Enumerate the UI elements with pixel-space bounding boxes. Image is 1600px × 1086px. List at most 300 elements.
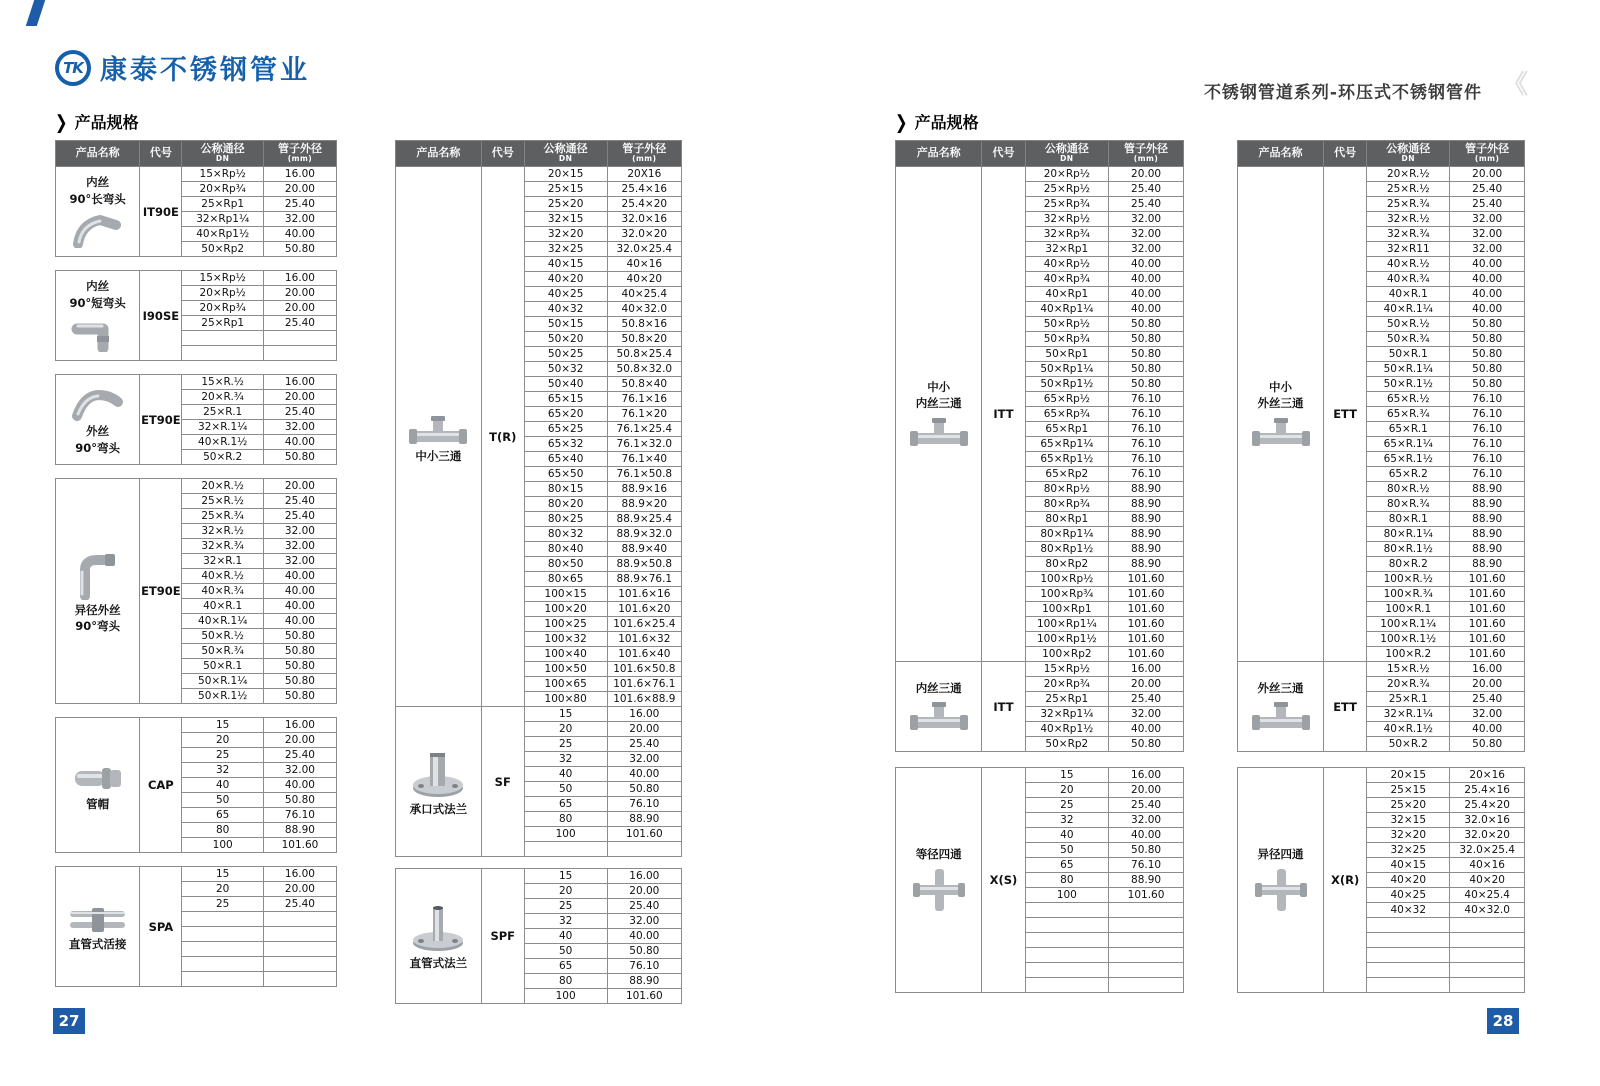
dn-cell: 20	[182, 733, 263, 748]
od-cell	[1109, 933, 1184, 948]
od-cell: 25.40	[263, 748, 336, 763]
od-cell: 32.00	[1109, 212, 1184, 227]
od-cell: 50.80	[263, 689, 336, 704]
product-code-cell: T(R)	[481, 167, 524, 707]
dn-cell: 40×Rp1¼	[1025, 302, 1109, 317]
od-cell: 50.80	[1109, 347, 1184, 362]
od-cell: 25.4×16	[1450, 783, 1525, 798]
dn-cell: 20×Rp¾	[1025, 677, 1109, 692]
elbow-ext-icon	[56, 387, 139, 421]
dn-cell: 80	[182, 823, 263, 838]
col-header-code: 代号	[982, 141, 1025, 167]
tee-icon	[896, 700, 981, 732]
dn-cell: 40×20	[1367, 873, 1450, 888]
dn-cell: 25	[1025, 798, 1109, 813]
dn-cell: 40×25	[524, 287, 607, 302]
dn-cell: 65×R.½	[1367, 392, 1450, 407]
dn-cell: 100	[182, 838, 263, 853]
od-cell: 76.1×25.4	[607, 422, 681, 437]
dn-cell: 80×Rp¾	[1025, 497, 1109, 512]
od-cell: 40.00	[1109, 272, 1184, 287]
dn-cell: 20	[524, 884, 607, 899]
dn-cell: 100	[1025, 888, 1109, 903]
od-cell: 20.00	[1450, 167, 1525, 182]
dn-cell: 100×80	[524, 692, 607, 707]
od-cell: 101.6×40	[607, 647, 681, 662]
od-cell: 88.90	[263, 823, 336, 838]
col-header-code: 代号	[481, 141, 524, 167]
product-code-cell: ETT	[1324, 662, 1367, 752]
od-cell: 50.80	[607, 782, 681, 797]
product-code-cell: ITT	[982, 662, 1025, 752]
dn-cell: 100×20	[524, 602, 607, 617]
od-cell: 16.00	[607, 869, 681, 884]
dn-cell: 25	[524, 737, 607, 752]
od-cell: 88.90	[1109, 542, 1184, 557]
flange-straight-icon	[396, 905, 481, 953]
dn-cell: 50×Rp1½	[1025, 377, 1109, 392]
od-cell: 101.60	[1450, 647, 1525, 662]
dn-cell: 50×R.1¼	[1367, 362, 1450, 377]
od-cell: 50.80	[1109, 377, 1184, 392]
dn-cell: 25×Rp1	[182, 197, 263, 212]
dn-cell: 80	[1025, 873, 1109, 888]
od-cell: 32.00	[1450, 212, 1525, 227]
dn-cell: 25×R.½	[1367, 182, 1450, 197]
dn-cell: 20×15	[524, 167, 607, 182]
spec-column-left-2	[395, 140, 682, 1004]
dn-cell: 25	[524, 899, 607, 914]
od-cell	[263, 331, 336, 346]
dn-cell: 50×R.1	[1367, 347, 1450, 362]
od-cell: 40.00	[263, 435, 336, 450]
product-name-cell	[896, 662, 982, 752]
od-cell	[1109, 948, 1184, 963]
od-cell: 20.00	[1109, 677, 1184, 692]
od-cell: 88.9×40	[607, 542, 681, 557]
od-cell: 50.8×16	[607, 317, 681, 332]
dn-cell: 15×R.½	[1367, 662, 1450, 677]
od-cell: 88.90	[1109, 497, 1184, 512]
cross-icon	[1238, 867, 1323, 913]
od-cell: 32.00	[607, 914, 681, 929]
od-cell: 88.90	[607, 974, 681, 989]
col-header-od: 管子外径 (mm)	[263, 141, 336, 167]
dn-cell: 32×R.½	[1367, 212, 1450, 227]
product-code-cell: ET90E	[140, 375, 182, 465]
dn-cell: 20×R.½	[182, 479, 263, 494]
od-cell: 50.8×32.0	[607, 362, 681, 377]
od-cell: 101.60	[1450, 602, 1525, 617]
od-cell: 50.80	[263, 242, 336, 257]
od-cell: 40×16	[1450, 858, 1525, 873]
od-cell: 20.00	[1450, 677, 1525, 692]
od-cell: 76.10	[1109, 422, 1184, 437]
table-header-row	[1238, 141, 1525, 167]
dn-cell: 100×Rp1½	[1025, 632, 1109, 647]
dn-cell: 15×R.½	[182, 375, 263, 390]
od-cell: 76.1×20	[607, 407, 681, 422]
tee-icon	[396, 414, 481, 446]
dn-cell: 40×32	[524, 302, 607, 317]
tee-icon	[896, 416, 981, 448]
od-cell: 50.8×20	[607, 332, 681, 347]
od-cell: 32.0×20	[607, 227, 681, 242]
dn-cell: 80×R.½	[1367, 482, 1450, 497]
corner-decoration	[26, 0, 45, 26]
od-cell: 50.80	[1450, 332, 1525, 347]
dn-cell: 40×R.¾	[182, 584, 263, 599]
od-cell: 16.00	[607, 707, 681, 722]
dn-cell: 15	[182, 718, 263, 733]
od-cell: 16.00	[263, 867, 336, 882]
od-cell: 32.00	[1109, 707, 1184, 722]
spec-table	[55, 866, 337, 987]
dn-cell: 15	[524, 707, 607, 722]
dn-cell: 65×40	[524, 452, 607, 467]
od-cell: 50.80	[263, 644, 336, 659]
product-name-cell	[396, 167, 482, 707]
od-cell: 76.1×50.8	[607, 467, 681, 482]
od-cell: 101.6×32	[607, 632, 681, 647]
dn-cell: 40×Rp1	[1025, 287, 1109, 302]
dn-cell: 40×15	[1367, 858, 1450, 873]
dn-cell: 32	[524, 914, 607, 929]
od-cell: 25.40	[607, 737, 681, 752]
dn-cell: 32×25	[1367, 843, 1450, 858]
od-cell	[1450, 978, 1525, 993]
dn-cell: 65×25	[524, 422, 607, 437]
od-cell: 32.0×16	[1450, 813, 1525, 828]
dn-cell: 50×Rp2	[182, 242, 263, 257]
product-name-line: 等径四通	[915, 847, 962, 861]
dn-cell: 50×Rp½	[1025, 317, 1109, 332]
dn-cell	[1025, 978, 1109, 993]
od-cell: 40.00	[1450, 272, 1525, 287]
product-code-cell: X(R)	[1324, 768, 1367, 993]
od-cell: 76.10	[1450, 407, 1525, 422]
table-row	[56, 271, 337, 286]
od-cell: 88.90	[1109, 512, 1184, 527]
od-cell: 40.00	[263, 614, 336, 629]
dn-cell: 80×32	[524, 527, 607, 542]
od-cell: 88.9×20	[607, 497, 681, 512]
dn-cell: 32×R.1¼	[182, 420, 263, 435]
od-cell	[1109, 903, 1184, 918]
dn-cell: 100×R.½	[1367, 572, 1450, 587]
od-cell	[1450, 918, 1525, 933]
dn-cell: 40×R.1½	[1367, 722, 1450, 737]
od-cell: 50.80	[1109, 362, 1184, 377]
dn-cell: 50×R.½	[182, 629, 263, 644]
table-header-row	[56, 141, 337, 167]
spec-table	[55, 140, 337, 257]
col-header-name: 产品名称	[396, 141, 482, 167]
product-name-line: 外丝三通	[1257, 396, 1304, 411]
dn-cell: 32×R.½	[182, 524, 263, 539]
dn-cell: 40×R.1	[182, 599, 263, 614]
od-cell: 101.6×50.8	[607, 662, 681, 677]
product-code-cell: ET90E	[140, 479, 182, 704]
spec-table	[1237, 140, 1525, 752]
product-name-cell	[56, 479, 140, 704]
dn-cell	[182, 957, 263, 972]
od-cell: 101.6×20	[607, 602, 681, 617]
od-cell: 88.90	[607, 812, 681, 827]
product-name-line: 异径四通	[1257, 847, 1304, 861]
spec-table	[1237, 767, 1525, 993]
product-name-cell	[396, 707, 482, 857]
dn-cell	[1367, 948, 1450, 963]
od-cell: 101.60	[1109, 617, 1184, 632]
dn-cell: 50×Rp1¼	[1025, 362, 1109, 377]
dn-cell: 25×Rp1	[182, 316, 263, 331]
od-cell: 25.4×20	[607, 197, 681, 212]
spec-table	[395, 868, 682, 1004]
dn-cell: 15×Rp½	[182, 271, 263, 286]
dn-cell: 50×R.2	[1367, 737, 1450, 752]
product-name-line: 异径外丝	[74, 602, 121, 617]
col-header-dn: 公称通径 DN	[1025, 141, 1109, 167]
od-cell: 20.00	[263, 301, 336, 316]
od-cell: 25.40	[263, 316, 336, 331]
product-name-line: 内丝	[86, 175, 110, 190]
od-cell: 40.00	[1450, 722, 1525, 737]
product-name-line: 管帽	[86, 797, 110, 811]
od-cell: 16.00	[263, 271, 336, 286]
dn-cell: 32	[1025, 813, 1109, 828]
dn-cell: 40×R.1¼	[182, 614, 263, 629]
dn-cell: 65×50	[524, 467, 607, 482]
product-name-line: 承口式法兰	[409, 801, 468, 816]
od-cell: 101.60	[263, 838, 336, 853]
spec-column-right-2	[1237, 140, 1525, 993]
dn-cell: 65×Rp¾	[1025, 407, 1109, 422]
od-cell	[607, 842, 681, 857]
dn-cell: 100×R.1½	[1367, 632, 1450, 647]
product-code-cell: I90SE	[140, 271, 182, 361]
tee-icon	[1238, 416, 1323, 448]
od-cell	[1109, 918, 1184, 933]
dn-cell: 50	[1025, 843, 1109, 858]
od-cell: 40.00	[1109, 302, 1184, 317]
dn-cell: 25×R.¾	[1367, 197, 1450, 212]
col-header-dn: 公称通径 DN	[182, 141, 263, 167]
section-title-right	[895, 110, 979, 133]
dn-cell: 20×Rp½	[182, 286, 263, 301]
dn-cell	[1367, 933, 1450, 948]
od-cell: 101.60	[1109, 888, 1184, 903]
od-cell: 76.10	[1109, 858, 1184, 873]
product-code-cell: SPF	[481, 869, 524, 1004]
spec-table	[55, 374, 337, 465]
od-cell: 50.80	[607, 944, 681, 959]
od-cell: 50.80	[263, 629, 336, 644]
od-cell: 50.8×25.4	[607, 347, 681, 362]
od-cell: 25.4×20	[1450, 798, 1525, 813]
od-cell: 50.80	[1109, 737, 1184, 752]
dn-cell: 100×R.2	[1367, 647, 1450, 662]
od-cell: 40.00	[1109, 828, 1184, 843]
section-arrow-icon: ❯	[895, 110, 908, 133]
od-cell: 50.80	[1450, 737, 1525, 752]
dn-cell: 50	[182, 793, 263, 808]
od-cell: 88.90	[1450, 512, 1525, 527]
od-cell: 50.80	[1450, 347, 1525, 362]
od-cell: 32.00	[263, 524, 336, 539]
product-name-line: 中小	[1269, 379, 1293, 394]
spec-table	[55, 717, 337, 853]
dn-cell	[182, 927, 263, 942]
table-row	[56, 867, 337, 882]
table-row	[56, 718, 337, 733]
dn-cell: 50	[524, 782, 607, 797]
table-header-row	[396, 141, 682, 167]
od-cell: 101.60	[1450, 617, 1525, 632]
table-row	[56, 167, 337, 182]
od-cell: 76.10	[1450, 392, 1525, 407]
dn-cell	[1025, 933, 1109, 948]
od-cell: 88.90	[1450, 527, 1525, 542]
od-cell: 16.00	[263, 718, 336, 733]
dn-cell: 40	[524, 767, 607, 782]
od-cell: 40.00	[1450, 257, 1525, 272]
dn-cell: 80×20	[524, 497, 607, 512]
dn-cell: 25×R.¾	[182, 509, 263, 524]
od-cell: 76.1×16	[607, 392, 681, 407]
dn-cell: 80×Rp2	[1025, 557, 1109, 572]
dn-cell: 15×Rp½	[182, 167, 263, 182]
od-cell: 32.00	[1450, 707, 1525, 722]
od-cell: 88.9×76.1	[607, 572, 681, 587]
dn-cell: 32×Rp1¼	[1025, 707, 1109, 722]
od-cell: 32.00	[1109, 813, 1184, 828]
product-name-cell	[1238, 662, 1324, 752]
dn-cell	[182, 942, 263, 957]
dn-cell: 25×15	[524, 182, 607, 197]
od-cell: 40×20	[1450, 873, 1525, 888]
dn-cell: 32×R.1	[182, 554, 263, 569]
od-cell: 32.00	[263, 539, 336, 554]
dn-cell: 25×20	[524, 197, 607, 212]
od-cell: 76.10	[1109, 407, 1184, 422]
od-cell	[1450, 933, 1525, 948]
od-cell: 25.40	[1450, 182, 1525, 197]
dn-cell: 50×R.1½	[1367, 377, 1450, 392]
dn-cell: 15	[1025, 768, 1109, 783]
dn-cell: 32×R.1¼	[1367, 707, 1450, 722]
od-cell: 32.0×16	[607, 212, 681, 227]
product-name-line: 内丝三通	[915, 680, 962, 695]
dn-cell: 65×Rp2	[1025, 467, 1109, 482]
dn-cell: 100×50	[524, 662, 607, 677]
dn-cell: 80×65	[524, 572, 607, 587]
od-cell: 50.80	[263, 450, 336, 465]
od-cell: 40.00	[607, 767, 681, 782]
dn-cell: 25×Rp¾	[1025, 197, 1109, 212]
dn-cell: 40	[1025, 828, 1109, 843]
dn-cell: 65×Rp1	[1025, 422, 1109, 437]
dn-cell: 65×Rp1¼	[1025, 437, 1109, 452]
od-cell: 101.60	[1450, 632, 1525, 647]
dn-cell: 80×R.2	[1367, 557, 1450, 572]
od-cell: 20.00	[263, 286, 336, 301]
dn-cell: 50×R.2	[182, 450, 263, 465]
od-cell: 25.40	[1450, 692, 1525, 707]
product-name-cell	[1238, 167, 1324, 662]
product-name-cell	[896, 167, 982, 662]
col-header-name: 产品名称	[56, 141, 140, 167]
spec-column-left-1	[55, 140, 337, 987]
dn-cell: 40×R.1½	[182, 435, 263, 450]
dn-cell: 32×25	[524, 242, 607, 257]
od-cell: 20.00	[607, 884, 681, 899]
od-cell: 40.00	[263, 227, 336, 242]
dn-cell	[182, 912, 263, 927]
dn-cell: 40×Rp¾	[1025, 272, 1109, 287]
od-cell	[1109, 963, 1184, 978]
cap-icon	[56, 762, 139, 794]
product-name-cell	[56, 271, 140, 361]
od-cell: 88.90	[1109, 873, 1184, 888]
dn-cell: 40×32	[1367, 903, 1450, 918]
od-cell: 101.60	[1109, 587, 1184, 602]
dn-cell: 32×Rp1¼	[182, 212, 263, 227]
dn-cell: 40×Rp½	[1025, 257, 1109, 272]
dn-cell: 50×Rp1	[1025, 347, 1109, 362]
od-cell: 20×16	[1450, 768, 1525, 783]
dn-cell: 40×25	[1367, 888, 1450, 903]
dn-cell: 100	[524, 989, 607, 1004]
dn-cell: 100×Rp2	[1025, 647, 1109, 662]
od-cell: 50.80	[263, 659, 336, 674]
dn-cell: 50×R.¾	[182, 644, 263, 659]
od-cell: 25.40	[1109, 197, 1184, 212]
section-title-text: 产品规格	[74, 113, 139, 132]
od-cell: 32.00	[263, 420, 336, 435]
product-name-cell	[396, 869, 482, 1004]
product-code-cell: ETT	[1324, 167, 1367, 662]
product-name-line: 内丝三通	[915, 396, 962, 411]
dn-cell	[1367, 963, 1450, 978]
dn-cell: 40×R.¾	[1367, 272, 1450, 287]
table-row	[896, 662, 1184, 677]
col-header-code: 代号	[1324, 141, 1367, 167]
od-cell: 76.10	[263, 808, 336, 823]
od-cell: 32.00	[1450, 227, 1525, 242]
elbow-long-icon	[56, 212, 139, 248]
page-number-right: 28	[1487, 1008, 1519, 1034]
od-cell: 25.4×16	[607, 182, 681, 197]
dn-cell: 32	[182, 763, 263, 778]
od-cell: 76.10	[1450, 452, 1525, 467]
od-cell: 32.00	[263, 763, 336, 778]
col-header-name: 产品名称	[1238, 141, 1324, 167]
dn-cell: 100×R.¾	[1367, 587, 1450, 602]
dn-cell: 32×Rp1	[1025, 242, 1109, 257]
dn-cell: 40×Rp1½	[182, 227, 263, 242]
od-cell: 40×25.4	[607, 287, 681, 302]
dn-cell: 20×R.¾	[182, 390, 263, 405]
dn-cell: 65×R.1½	[1367, 452, 1450, 467]
dn-cell: 65×32	[524, 437, 607, 452]
od-cell: 40.00	[1109, 257, 1184, 272]
dn-cell: 100×Rp1¼	[1025, 617, 1109, 632]
od-cell: 101.60	[607, 827, 681, 842]
col-header-od: 管子外径 (mm)	[607, 141, 681, 167]
dn-cell: 100×40	[524, 647, 607, 662]
table-row	[396, 707, 682, 722]
